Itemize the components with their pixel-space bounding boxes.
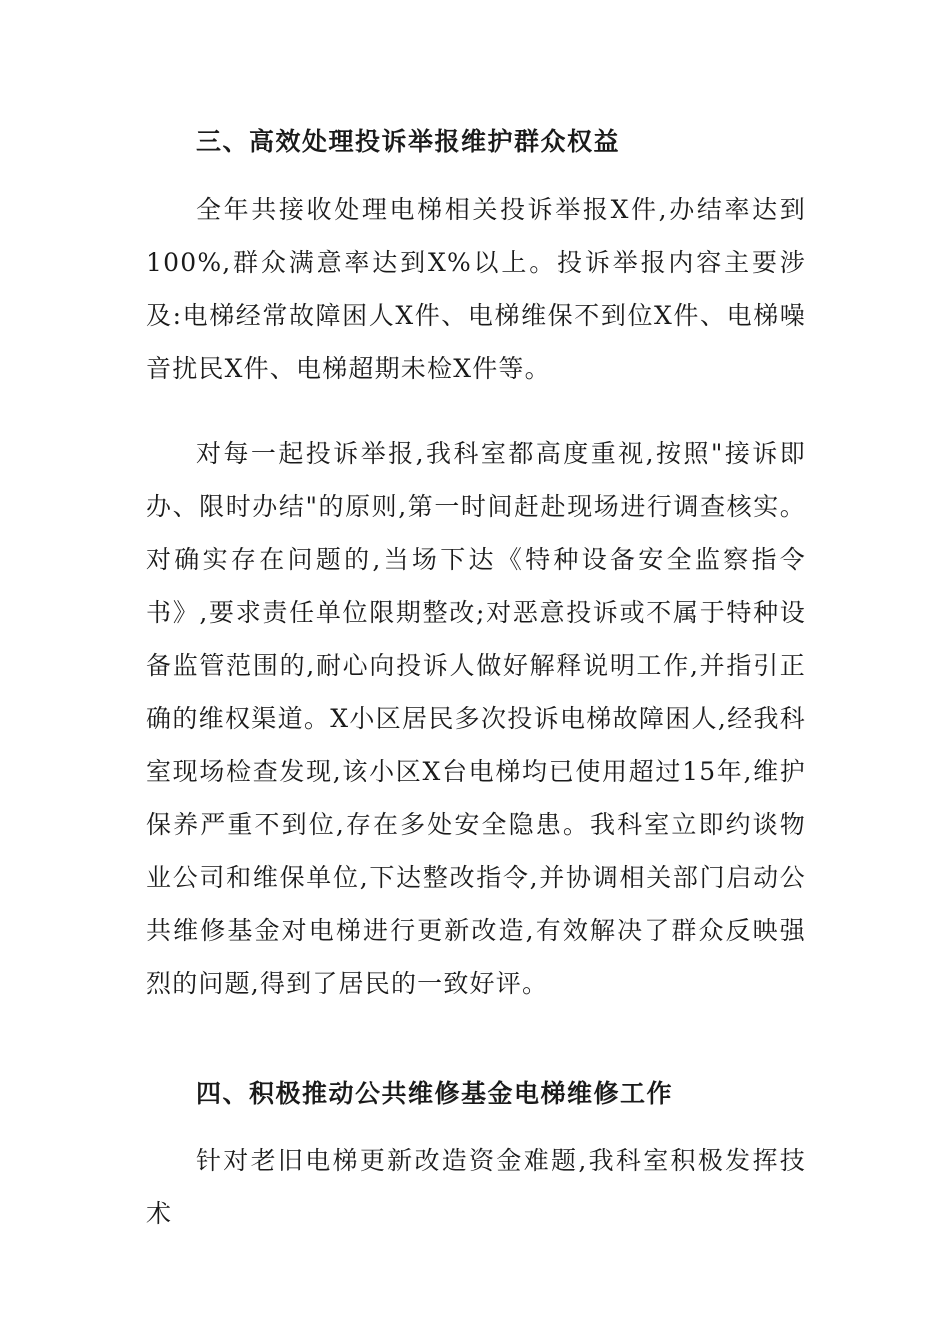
section-heading-3: 三、高效处理投诉举报维护群众权益 bbox=[196, 127, 621, 156]
paragraph-complaint-handling: 对每一起投诉举报,我科室都高度重视,按照"接诉即办、限时办结"的原则,第一时间赶赴现场进行调查核实。对确实存在问题的,当场下达《特种设备安全监察指令书》,要求责任单位限期整改;对恶意投诉或不属于特种设备监管范围的,耐心向投诉人做好解释说明工作,并指引正确的维权渠道。X小区居民多次投诉电梯故障困人,经我科室现场检查发现,该小区X台电梯均已使用超过15年,维护保养严重不到位,存在多处安全隐患。我科室立即约谈物业公司和维保单位,下达整改指令,并协调相关部门启动公共维修基金对电梯进行更新改造,有效解决了群众反映强烈的问题,得到了居民的一致好评。 bbox=[146, 439, 806, 998]
section-heading-4: 四、积极推动公共维修基金电梯维修工作 bbox=[196, 1079, 674, 1108]
paragraph-complaint-stats: 全年共接收处理电梯相关投诉举报X件,办结率达到100%,群众满意率达到X%以上。投诉举报内容主要涉及:电梯经常故障困人X件、电梯维保不到位X件、电梯噪音扰民X件、电梯超期未检X件等。 bbox=[146, 195, 806, 383]
paragraph-maintenance-fund: 针对老旧电梯更新改造资金难题,我科室积极发挥技术 bbox=[146, 1146, 806, 1228]
